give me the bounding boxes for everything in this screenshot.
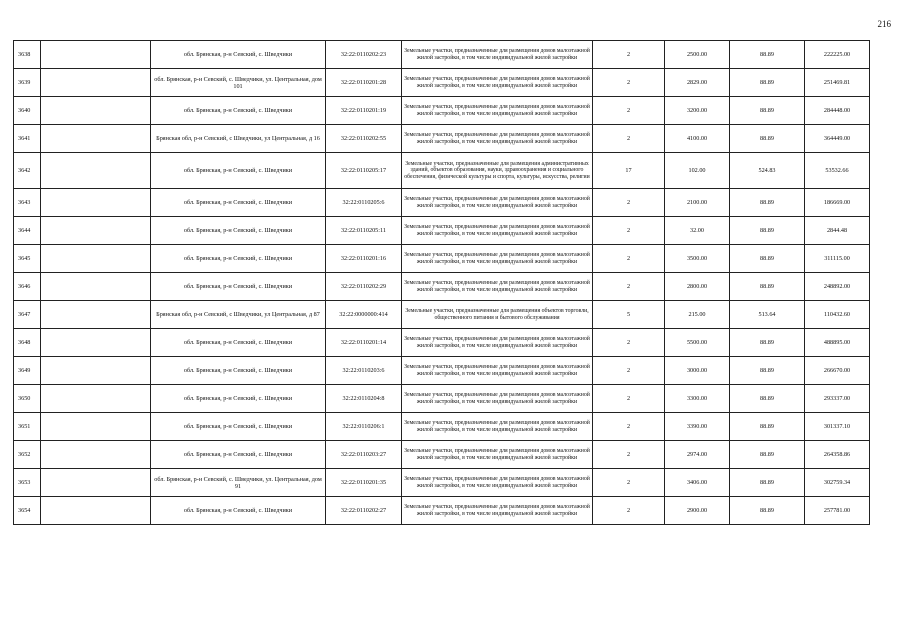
land-use-cell: Земельные участки, предназначенные для размещения домов малоэтажной жилой застройки, в том числе индивидуальной жилой застройки bbox=[402, 217, 593, 245]
use-group-cell: 2 bbox=[593, 217, 665, 245]
table-row bbox=[14, 413, 870, 441]
cadastral-value-cell: 257781.00 bbox=[805, 497, 870, 525]
table-row bbox=[14, 329, 870, 357]
specific-value-cell: 88.89 bbox=[730, 41, 805, 69]
use-group-cell: 2 bbox=[593, 441, 665, 469]
area-cell: 2500.00 bbox=[665, 41, 730, 69]
row-number-cell: 3640 bbox=[14, 97, 41, 125]
use-group-cell: 2 bbox=[593, 413, 665, 441]
area-cell: 3406.00 bbox=[665, 469, 730, 497]
specific-value-cell: 88.89 bbox=[730, 441, 805, 469]
blank-cell bbox=[41, 69, 151, 97]
row-number-cell: 3652 bbox=[14, 441, 41, 469]
row-number-cell: 3638 bbox=[14, 41, 41, 69]
cadastral-number-cell: 32:22:0110205:11 bbox=[326, 217, 402, 245]
cadastral-number-cell: 32:22:0110202:55 bbox=[326, 125, 402, 153]
row-number-cell: 3645 bbox=[14, 245, 41, 273]
row-number-cell: 3651 bbox=[14, 413, 41, 441]
specific-value-cell: 88.89 bbox=[730, 97, 805, 125]
table-row bbox=[14, 153, 870, 189]
area-cell: 2800.00 bbox=[665, 273, 730, 301]
specific-value-cell: 88.89 bbox=[730, 245, 805, 273]
land-use-cell: Земельные участки, предназначенные для размещения домов малоэтажной жилой застройки, в том числе индивидуальной жилой застройки bbox=[402, 413, 593, 441]
use-group-cell: 2 bbox=[593, 385, 665, 413]
table-row bbox=[14, 217, 870, 245]
row-number-cell: 3654 bbox=[14, 497, 41, 525]
area-cell: 3000.00 bbox=[665, 357, 730, 385]
cadastral-number-cell: 32:22:0110206:1 bbox=[326, 413, 402, 441]
cadastral-value-cell: 264358.86 bbox=[805, 441, 870, 469]
table-row bbox=[14, 245, 870, 273]
cadastral-value-cell: 488895.00 bbox=[805, 329, 870, 357]
blank-cell bbox=[41, 497, 151, 525]
specific-value-cell: 88.89 bbox=[730, 189, 805, 217]
blank-cell bbox=[41, 273, 151, 301]
address-cell: обл. Брянская, р-н Севский, с. Шведчики bbox=[151, 245, 326, 273]
land-use-cell: Земельные участки, предназначенные для размещения домов малоэтажной жилой застройки, в том числе индивидуальной жилой застройки bbox=[402, 273, 593, 301]
land-use-cell: Земельные участки, предназначенные для размещения домов малоэтажной жилой застройки, в том числе индивидуальной жилой застройки bbox=[402, 41, 593, 69]
specific-value-cell: 88.89 bbox=[730, 329, 805, 357]
specific-value-cell: 88.89 bbox=[730, 217, 805, 245]
cadastral-number-cell: 32:22:0110202:29 bbox=[326, 273, 402, 301]
land-use-cell: Земельные участки, предназначенные для размещения домов малоэтажной жилой застройки, в том числе индивидуальной жилой застройки bbox=[402, 385, 593, 413]
cadastral-number-cell: 32:22:0110202:23 bbox=[326, 41, 402, 69]
use-group-cell: 2 bbox=[593, 357, 665, 385]
use-group-cell: 2 bbox=[593, 497, 665, 525]
table-row bbox=[14, 69, 870, 97]
area-cell: 2829.00 bbox=[665, 69, 730, 97]
row-number-cell: 3646 bbox=[14, 273, 41, 301]
row-number-cell: 3647 bbox=[14, 301, 41, 329]
blank-cell bbox=[41, 469, 151, 497]
table-row bbox=[14, 97, 870, 125]
land-use-cell: Земельные участки, предназначенные для размещения домов малоэтажной жилой застройки, в том числе индивидуальной жилой застройки bbox=[402, 497, 593, 525]
row-number-cell: 3653 bbox=[14, 469, 41, 497]
address-cell: обл. Брянская, р-н Севский, с. Шведчики bbox=[151, 329, 326, 357]
address-cell: обл. Брянская, р-н Севский, с. Шведчики bbox=[151, 97, 326, 125]
area-cell: 3500.00 bbox=[665, 245, 730, 273]
area-cell: 2974.00 bbox=[665, 441, 730, 469]
cadastral-value-cell: 364449.00 bbox=[805, 125, 870, 153]
blank-cell bbox=[41, 97, 151, 125]
area-cell: 2900.00 bbox=[665, 497, 730, 525]
address-cell: обл. Брянская, р-н Севский, с. Шведчики bbox=[151, 153, 326, 189]
row-number-cell: 3643 bbox=[14, 189, 41, 217]
table-row bbox=[14, 301, 870, 329]
use-group-cell: 2 bbox=[593, 469, 665, 497]
blank-cell bbox=[41, 153, 151, 189]
area-cell: 3200.00 bbox=[665, 97, 730, 125]
cadastral-value-cell: 284448.00 bbox=[805, 97, 870, 125]
table-row bbox=[14, 357, 870, 385]
specific-value-cell: 88.89 bbox=[730, 497, 805, 525]
cadastral-value-cell: 311115.00 bbox=[805, 245, 870, 273]
row-number-cell: 3648 bbox=[14, 329, 41, 357]
area-cell: 32.00 bbox=[665, 217, 730, 245]
table-row bbox=[14, 125, 870, 153]
use-group-cell: 2 bbox=[593, 189, 665, 217]
cadastral-value-cell: 302759.34 bbox=[805, 469, 870, 497]
row-number-cell: 3641 bbox=[14, 125, 41, 153]
use-group-cell: 2 bbox=[593, 125, 665, 153]
use-group-cell: 2 bbox=[593, 273, 665, 301]
blank-cell bbox=[41, 329, 151, 357]
table-row bbox=[14, 497, 870, 525]
address-cell: обл. Брянская, р-н Севский, с. Шведчики bbox=[151, 217, 326, 245]
area-cell: 2100.00 bbox=[665, 189, 730, 217]
row-number-cell: 3639 bbox=[14, 69, 41, 97]
land-use-cell: Земельные участки, предназначенные для размещения домов малоэтажной жилой застройки, в том числе индивидуальной жилой застройки bbox=[402, 125, 593, 153]
land-use-cell: Земельные участки, предназначенные для размещения объектов торговли, общественного питания и бытового обслуживания bbox=[402, 301, 593, 329]
cadastral-number-cell: 32:22:0110205:6 bbox=[326, 189, 402, 217]
land-use-cell: Земельные участки, предназначенные для размещения домов малоэтажной жилой застройки, в том числе индивидуальной жилой застройки bbox=[402, 441, 593, 469]
cadastral-number-cell: 32:22:0110201:35 bbox=[326, 469, 402, 497]
cadastral-value-cell: 2844.48 bbox=[805, 217, 870, 245]
address-cell: обл. Брянская, р-н Севский, с. Шведчики bbox=[151, 413, 326, 441]
address-cell: обл. Брянская, р-н Севский, с. Шведчики, ул. Центральная, дом 101 bbox=[151, 69, 326, 97]
land-use-cell: Земельные участки, предназначенные для размещения административных зданий, объектов образования, науки, здравоохранения и социального обеспечения, физической культуры и спорта, культуры, искусства, религии bbox=[402, 153, 593, 189]
area-cell: 3300.00 bbox=[665, 385, 730, 413]
cadastral-value-cell: 222225.00 bbox=[805, 41, 870, 69]
land-use-cell: Земельные участки, предназначенные для размещения домов малоэтажной жилой застройки, в том числе индивидуальной жилой застройки bbox=[402, 329, 593, 357]
area-cell: 102.00 bbox=[665, 153, 730, 189]
specific-value-cell: 88.89 bbox=[730, 69, 805, 97]
cadastral-number-cell: 32:22:0110201:19 bbox=[326, 97, 402, 125]
address-cell: обл. Брянская, р-н Севский, с. Шведчики bbox=[151, 41, 326, 69]
area-cell: 215.00 bbox=[665, 301, 730, 329]
cadastral-value-cell: 186669.00 bbox=[805, 189, 870, 217]
use-group-cell: 2 bbox=[593, 329, 665, 357]
address-cell: Брянская обл, р-н Севский, с Шведчики, ул Центральная, д 16 bbox=[151, 125, 326, 153]
cadastral-number-cell: 32:22:0110201:14 bbox=[326, 329, 402, 357]
land-use-cell: Земельные участки, предназначенные для размещения домов малоэтажной жилой застройки, в том числе индивидуальной жилой застройки bbox=[402, 357, 593, 385]
specific-value-cell: 513.64 bbox=[730, 301, 805, 329]
blank-cell bbox=[41, 189, 151, 217]
use-group-cell: 2 bbox=[593, 97, 665, 125]
table-row bbox=[14, 469, 870, 497]
land-use-cell: Земельные участки, предназначенные для размещения домов малоэтажной жилой застройки, в том числе индивидуальной жилой застройки bbox=[402, 245, 593, 273]
area-cell: 4100.00 bbox=[665, 125, 730, 153]
cadastral-number-cell: 32:22:0000000:414 bbox=[326, 301, 402, 329]
blank-cell bbox=[41, 357, 151, 385]
cadastral-value-cell: 293337.00 bbox=[805, 385, 870, 413]
table-row bbox=[14, 273, 870, 301]
address-cell: Брянская обл, р-н Севский, с Шведчики, ул Центральная, д 87 bbox=[151, 301, 326, 329]
cadastral-value-cell: 301337.10 bbox=[805, 413, 870, 441]
blank-cell bbox=[41, 301, 151, 329]
address-cell: обл. Брянская, р-н Севский, с. Шведчики bbox=[151, 441, 326, 469]
table-row bbox=[14, 189, 870, 217]
land-use-cell: Земельные участки, предназначенные для размещения домов малоэтажной жилой застройки, в том числе индивидуальной жилой застройки bbox=[402, 469, 593, 497]
address-cell: обл. Брянская, р-н Севский, с. Шведчики bbox=[151, 357, 326, 385]
address-cell: обл. Брянская, р-н Севский, с. Шведчики bbox=[151, 189, 326, 217]
land-use-cell: Земельные участки, предназначенные для размещения домов малоэтажной жилой застройки, в том числе индивидуальной жилой застройки bbox=[402, 189, 593, 217]
specific-value-cell: 88.89 bbox=[730, 273, 805, 301]
address-cell: обл. Брянская, р-н Севский, с. Шведчики, ул. Центральная, дом 91 bbox=[151, 469, 326, 497]
cadastral-value-cell: 110432.60 bbox=[805, 301, 870, 329]
cadastral-value-cell: 248892.00 bbox=[805, 273, 870, 301]
blank-cell bbox=[41, 413, 151, 441]
blank-cell bbox=[41, 217, 151, 245]
land-use-cell: Земельные участки, предназначенные для размещения домов малоэтажной жилой застройки, в том числе индивидуальной жилой застройки bbox=[402, 69, 593, 97]
table-row bbox=[14, 41, 870, 69]
use-group-cell: 2 bbox=[593, 245, 665, 273]
row-number-cell: 3642 bbox=[14, 153, 41, 189]
use-group-cell: 2 bbox=[593, 69, 665, 97]
cadastral-number-cell: 32:22:0110204:8 bbox=[326, 385, 402, 413]
blank-cell bbox=[41, 41, 151, 69]
blank-cell bbox=[41, 125, 151, 153]
cadastral-number-cell: 32:22:0110203:27 bbox=[326, 441, 402, 469]
blank-cell bbox=[41, 385, 151, 413]
table-row bbox=[14, 385, 870, 413]
cadastral-number-cell: 32:22:0110203:6 bbox=[326, 357, 402, 385]
table-row bbox=[14, 441, 870, 469]
specific-value-cell: 88.89 bbox=[730, 413, 805, 441]
cadastral-number-cell: 32:22:0110201:28 bbox=[326, 69, 402, 97]
address-cell: обл. Брянская, р-н Севский, с. Шведчики bbox=[151, 273, 326, 301]
cadastral-number-cell: 32:22:0110202:27 bbox=[326, 497, 402, 525]
use-group-cell: 5 bbox=[593, 301, 665, 329]
row-number-cell: 3649 bbox=[14, 357, 41, 385]
area-cell: 3390.00 bbox=[665, 413, 730, 441]
blank-cell bbox=[41, 245, 151, 273]
cadastral-value-cell: 251469.81 bbox=[805, 69, 870, 97]
specific-value-cell: 88.89 bbox=[730, 469, 805, 497]
specific-value-cell: 88.89 bbox=[730, 357, 805, 385]
specific-value-cell: 88.89 bbox=[730, 125, 805, 153]
page-number: 216 bbox=[877, 19, 891, 29]
cadastral-number-cell: 32:22:0110205:17 bbox=[326, 153, 402, 189]
land-use-cell: Земельные участки, предназначенные для размещения домов малоэтажной жилой застройки, в том числе индивидуальной жилой застройки bbox=[402, 97, 593, 125]
use-group-cell: 17 bbox=[593, 153, 665, 189]
cadastral-number-cell: 32:22:0110201:16 bbox=[326, 245, 402, 273]
blank-cell bbox=[41, 441, 151, 469]
row-number-cell: 3650 bbox=[14, 385, 41, 413]
specific-value-cell: 524.83 bbox=[730, 153, 805, 189]
address-cell: обл. Брянская, р-н Севский, с. Шведчики bbox=[151, 497, 326, 525]
cadastral-value-cell: 266670.00 bbox=[805, 357, 870, 385]
table-body bbox=[14, 41, 870, 525]
address-cell: обл. Брянская, р-н Севский, с. Шведчики bbox=[151, 385, 326, 413]
specific-value-cell: 88.89 bbox=[730, 385, 805, 413]
land-plots-table bbox=[13, 40, 870, 525]
area-cell: 5500.00 bbox=[665, 329, 730, 357]
row-number-cell: 3644 bbox=[14, 217, 41, 245]
cadastral-value-cell: 53532.66 bbox=[805, 153, 870, 189]
use-group-cell: 2 bbox=[593, 41, 665, 69]
